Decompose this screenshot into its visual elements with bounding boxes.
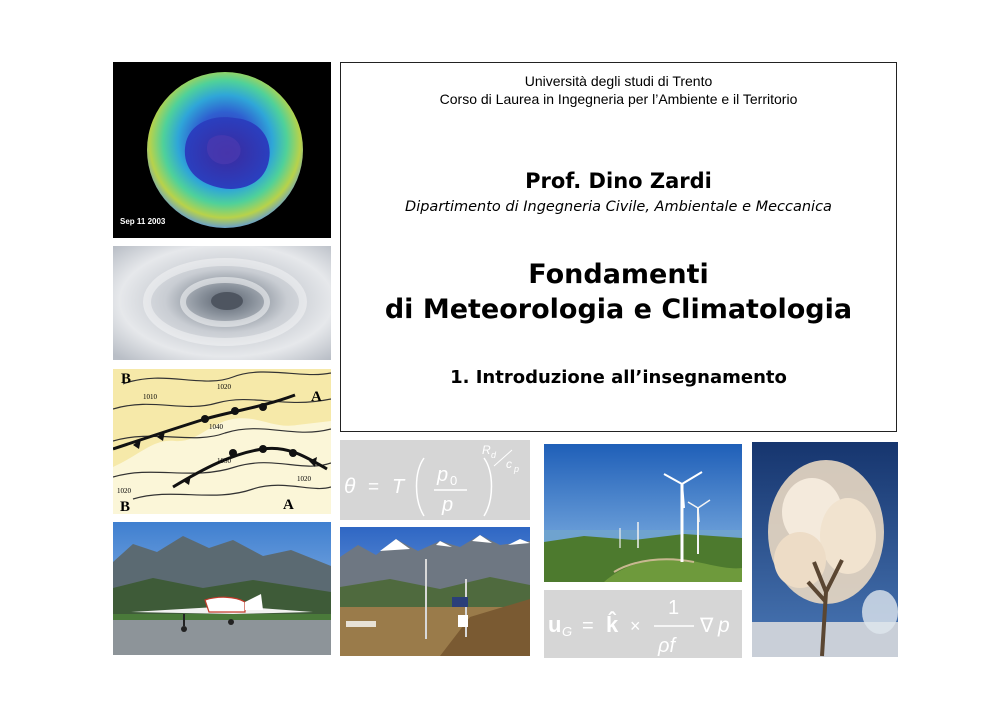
- formula-equals: =: [368, 477, 380, 498]
- formula-numerator: p: [437, 464, 449, 486]
- professor-name: Prof. Dino Zardi: [525, 169, 712, 193]
- university-name: Università degli studi di Trento: [524, 73, 713, 89]
- isobar-label: 1020: [297, 475, 311, 483]
- formula-nabla: ∇: [700, 615, 714, 637]
- low-pressure-label: B: [121, 371, 132, 387]
- wind-turbines-image: [544, 444, 742, 582]
- course-title-line1: Fondamenti: [528, 259, 709, 290]
- ozone-date-caption: Sep 11 2003: [120, 217, 166, 226]
- formula-exp-num-sub: d: [491, 450, 497, 460]
- isobar-label: 1030: [217, 457, 231, 465]
- formula-k-hat: k̂: [606, 612, 619, 637]
- formula-theta: θ: [344, 475, 356, 498]
- course-title-line2: di Meteorologia e Climatologia: [384, 294, 853, 325]
- formula-one: 1: [668, 597, 680, 619]
- low-pressure-label-2: B: [120, 499, 131, 514]
- isobar-label: 1040: [209, 423, 223, 431]
- weather-station-image: [340, 527, 530, 656]
- formula-pressure: p: [718, 614, 730, 637]
- department-name: Dipartimento di Ingegneria Civile, Ambientale e Meccanica: [405, 199, 832, 215]
- formula-denominator: p: [442, 494, 454, 516]
- formula-rho-f: ρf: [658, 635, 676, 657]
- lecture-title: 1. Introduzione all’insegnamento: [450, 367, 787, 388]
- frosted-tree-image: [752, 442, 898, 657]
- formula-exp-den: c: [506, 457, 512, 471]
- glider-airplane-image: [113, 522, 331, 655]
- high-pressure-label: A: [311, 389, 322, 405]
- potential-temperature-formula: [340, 440, 530, 520]
- formula-temperature: T: [392, 476, 405, 498]
- title-box: [340, 62, 897, 432]
- formula-exp-den-sub: p: [514, 464, 520, 474]
- formula-numerator-sub: 0: [450, 473, 458, 488]
- high-pressure-label-2: A: [283, 497, 294, 513]
- weather-map-image: [113, 369, 331, 514]
- formula-u: u: [548, 612, 562, 637]
- hurricane-image: [113, 246, 331, 360]
- isobar-label: 1010: [143, 393, 157, 401]
- formula-exp-num: R: [482, 443, 491, 457]
- ozone-hole-image: [113, 62, 331, 238]
- isobar-label: 1020: [217, 383, 231, 391]
- formula-times: ×: [630, 616, 641, 636]
- formula-equals-2: =: [582, 615, 594, 637]
- isobar-label: 1020: [117, 487, 131, 495]
- formula-u-sub: G: [562, 624, 573, 639]
- geostrophic-wind-formula: [544, 590, 742, 658]
- degree-course: Corso di Laurea in Ingegneria per l’Ambiente e il Territorio: [439, 91, 798, 107]
